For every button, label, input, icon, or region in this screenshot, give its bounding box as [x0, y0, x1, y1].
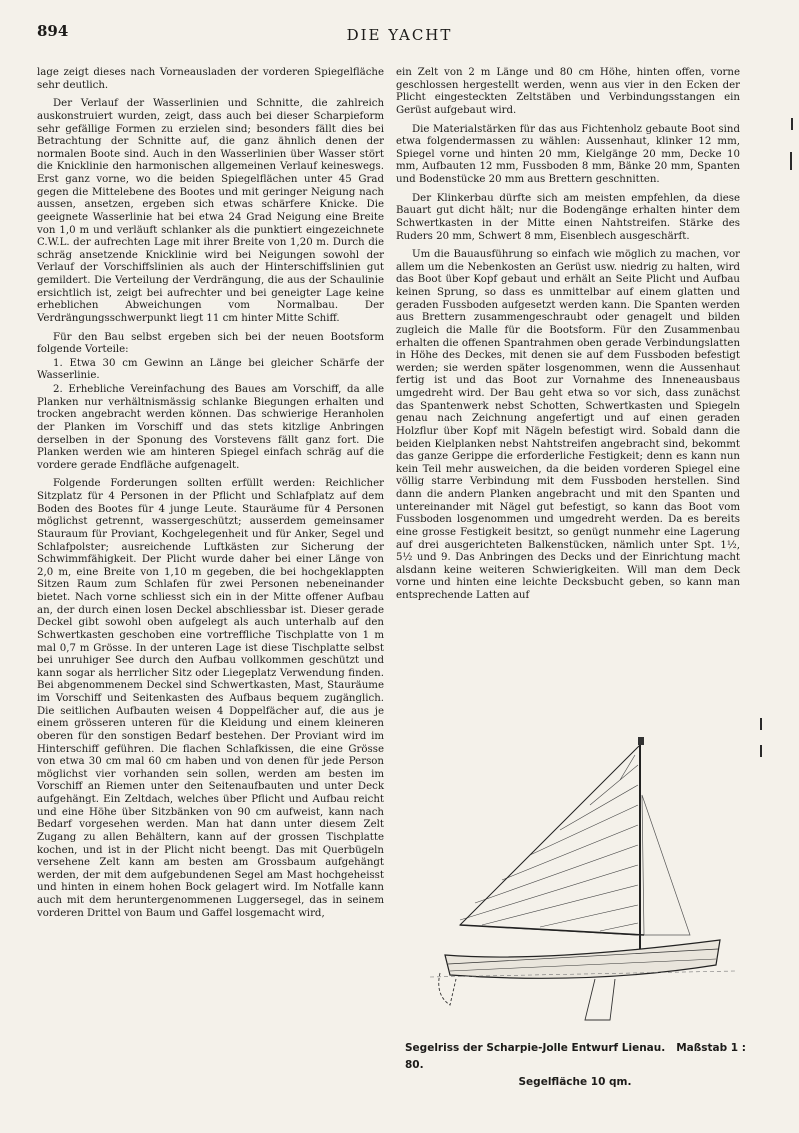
paragraph: ein Zelt von 2 m Länge und 80 cm Höhe, hinten offen, vorne geschlossen hergestellt werden, wenn aus vier in den Ecken der Plicht eingesteckten Zeltstäben und Verbindungsstangen ein Gerüst aufgebaut wird. — [396, 67, 740, 116]
rudder — [439, 973, 456, 1005]
margin-mark — [760, 745, 762, 757]
centreboard — [585, 979, 615, 1020]
jib-outline — [642, 795, 690, 935]
caption-line — [405, 1040, 755, 1074]
boom — [460, 925, 644, 935]
paragraph: 1. Etwa 30 cm Gewinn an Länge bei gleicher Schärfe der Wasserlinie. — [37, 357, 384, 382]
left-column — [37, 67, 384, 926]
sail-panel-seams — [460, 755, 638, 931]
sail-outline — [460, 745, 640, 935]
margin-mark — [791, 118, 793, 130]
sail-plan-drawing — [420, 735, 745, 1045]
caption-scale: Maßstab 1 : 80. — [405, 1042, 746, 1071]
paragraph: 2. Erhebliche Vereinfachung des Baues am Vorschiff, da alle Planken nur verhältnismässig schlanke Biegungen erhalten und trocken angebracht werden können. Das schwierige Heranholen der Planken im Vorschiff und das stets kitzlige Anbringen derselben in der Sponung des Vorstevens fällt ganz fort. Die Planken werden wie am hinteren Spiegel einfach schräg auf die vordere gerade Endfläche aufgenagelt. — [37, 384, 384, 471]
figure-caption — [405, 1040, 755, 1091]
paragraph: Die Materialstärken für das aus Fichtenholz gebaute Boot sind etwa folgendermassen zu wählen: Aussenhaut, klinker 12 mm, Spiegel vorne und hinten 20 mm, Kielgänge 20 mm, Decke 10 mm, Aufbauten 12 mm, Fussboden 8 mm, Bänke 20 mm, Spanten und Bodenstücke 20 mm aus Brettern geschnitten. — [396, 123, 740, 185]
journal-title: DIE YACHT — [346, 26, 453, 44]
hull — [445, 940, 720, 978]
paragraph: Der Verlauf der Wasserlinien und Schnitte, die zahlreich auskonstruiert wurden, zeigt, dass auch bei dieser Scharpieform sehr gefällige Formen zu erzielen sind; besonders fällt dies bei Betrachtung der Schnitte auf, die ganz ähnlich denen der normalen Boote sind. Auch in den Wasserlinien über Wasser stört die Knicklinie den harmonischen allgemeinen Verlauf keineswegs. Erst ganz vorne, wo die beiden Spiegelflächen unter 45 Grad gegen die Mittelebene des Bootes und mit geringer Neigung nach aussen, ansetzen, ergeben sich etwas schärfere Knicke. Die geeignete Wasserlinie hat bei etwa 24 Grad Neigung eine Breite von 1,0 m und verläuft schlanker als die punktiert eingezeichnete C.W.L. der aufrechten Lage mit ihrer Breite von 1,20 m. Durch die schräg ansetzende Knicklinie wird bei Neigungen sowohl der Verlauf der Vorschiffslinien als auch der Hinterschiffslinien gut gemildert. Die Verteilung der Verdrängung, die aus der Schaulinie ersichtlich ist, zeigt bei aufrechter und bei geneigter Lage keine erheblichen Abweichungen vom Normalbau. Der Verdrängungsschwerpunkt liegt 11 cm hinter Mitte Schiff. — [37, 98, 384, 324]
page-number: 894 — [37, 22, 69, 40]
caption-title: Segelriss der Scharpie-Jolle Entwurf Lienau. — [405, 1042, 666, 1054]
paragraph: Um die Bauausführung so einfach wie möglich zu machen, vor allem um die Nebenkosten an Gerüst usw. niedrig zu halten, wird das Boot über Kopf gebaut und erhält an Seite Plicht und Aufbau keinen Sprung, so dass es unmittelbar auf einem glatten und geraden Fussboden aufgesetzt werden kann. Die Spanten werden aus Brettern zusammengeschraubt oder genagelt und bilden zugleich die Malle für die Bootsform. Für den Zusammenbau erhalten die offenen Spantrahmen oben gerade Verbindungslatten in Höhe des Deckes, mit denen sie auf dem Fussboden befestigt werden; sie werden später losgenommen, wenn die Aussenhaut fertig ist und das Boot zur Vornahme des Inneneausbaus umgedreht wird. Der Bau geht etwa so vor sich, dass zunächst das Spantenwerk nebst Schotten, Schwertkasten und Spiegeln genau nach Zeichnung angefertigt und auf einen geraden Holzflur über Kopf mit Nägeln befestigt wird. Sobald dann die beiden Kielplanken nebst Nahtstreifen angebracht sind, bekommt das ganze Gerippe die erforderliche Festigkeit; denn es kann nun kein Teil mehr ausweichen, da die beiden vorderen Spiegel eine völlig starre Verbindung mit dem Fussboden herstellen. Sind dann die andern Planken angebracht und mit den Spanten und untereinander mit Nägel gut befestigt, so kann das Boot vom Fussboden losgenommen und umgedreht werden. Da es bereits eine grosse Festigkeit besitzt, so genügt nunmehr eine Lagerung auf drei ausgerichteten Balkenstücken, nämlich unter Spt. 1½, 5½ und 9. Das Anbringen des Decks und der Einrichtung macht alsdann keine weiteren Schwierigkeiten. Will man dem Deck vorne und hinten eine leichte Decksbucht geben, so kann man entsprechende Latten auf — [396, 249, 740, 601]
paragraph: Folgende Forderungen sollten erfüllt werden: Reichlicher Sitzplatz für 4 Personen in der Pflicht und Schlafplatz auf dem Boden des Bootes für 4 junge Leute. Stauräume für 4 Personen möglichst getrennt, wassergeschützt; ausserdem gemeinsamer Stauraum für Proviant, Kochgelegenheit und für Anker, Segel und Schlafpolster; ausreichende Luftkästen zur Sicherung der Schwimmfähigkeit. Der Plicht wurde daher bei einer Länge von 2,0 m, eine Breite von 1,10 m gegeben, die bei hochgeklappten Sitzen Raum zum Schlafen für zwei Personen nebeneinander bietet. Nach vorne schliesst sich ein in der Mitte offener Aufbau an, der durch einen losen Deckel abschliessbar ist. Dieser gerade Deckel gibt sowohl oben aufgelegt als auch unterhalb auf den Schwertkasten geschoben eine vortreffliche Tischplatte von 1 m mal 0,7 m Grösse. In der unteren Lage ist diese Tischplatte selbst bei unruhiger See durch den Aufbau vollkommen geschützt und kann sogar als herrlicher Sitz oder Liegeplatz Verwendung finden. Bei abgenommenem Deckel sind Schwertkasten, Mast, Stauräume im Vorschiff und Seitenkasten des Aufbaus bequem zugänglich. Die seitlichen Aufbauten weisen 4 Doppelfächer auf, die aus je einem grösseren unteren für die Kleidung und einem kleineren oberen für den sonstigen Bedarf bestehen. Der Proviant wird im Hinterschiff geführen. Die flachen Schlafkissen, die eine Grösse von etwa 30 cm mal 60 cm haben und von denen für jede Person möglichst vier vorhanden sein sollen, werden am besten im Vorschiff an Riemen unter den Seitenaufbauten und unter Deck aufgehängt. Ein Zeltdach, welches über Pflicht und Aufbau reicht und eine Höhe über Sitzbänken von 90 cm aufweist, kann nach Bedarf vorgesehen werden. Man hat dann unter diesem Zelt Zugang zu allen Behältern, kann auf der grossen Tischplatte kochen, und ist in der Plicht nicht beengt. Das mit Querbügeln versehene Zelt kann am besten am Grossbaum aufgehängt werden, der mit dem aufgebundenen Segel am Mast hochgeheisst und hinten in einem hohen Bock gelagert wird. Im Notfalle kann auch mit dem heruntergenommenen Luggersegel, das in seinem vorderen Drittel von Baum und Gaffel losgemacht wird, — [37, 478, 384, 919]
paragraph: lage zeigt dieses nach Vorneausladen der vorderen Spiegelfläche sehr deutlich. — [37, 67, 384, 91]
masthead-pennant — [638, 737, 644, 745]
margin-mark — [790, 152, 792, 170]
margin-mark — [760, 718, 762, 730]
caption-sail-area: Segelfläche 10 qm. — [518, 1076, 632, 1088]
paragraph: Für den Bau selbst ergeben sich bei der neuen Bootsform folgende Vorteile: — [37, 331, 384, 356]
paragraph: Der Klinkerbau dürfte sich am meisten empfehlen, da diese Bauart gut dicht hält; nur die Bodengänge erhalten hinter dem Schwertkasten in der Mitte einen Nahtstreifen. Stärke des Ruders 20 mm, Schwert 8 mm, Eisenblech ausgeschärft. — [396, 192, 740, 242]
right-column — [396, 67, 740, 609]
